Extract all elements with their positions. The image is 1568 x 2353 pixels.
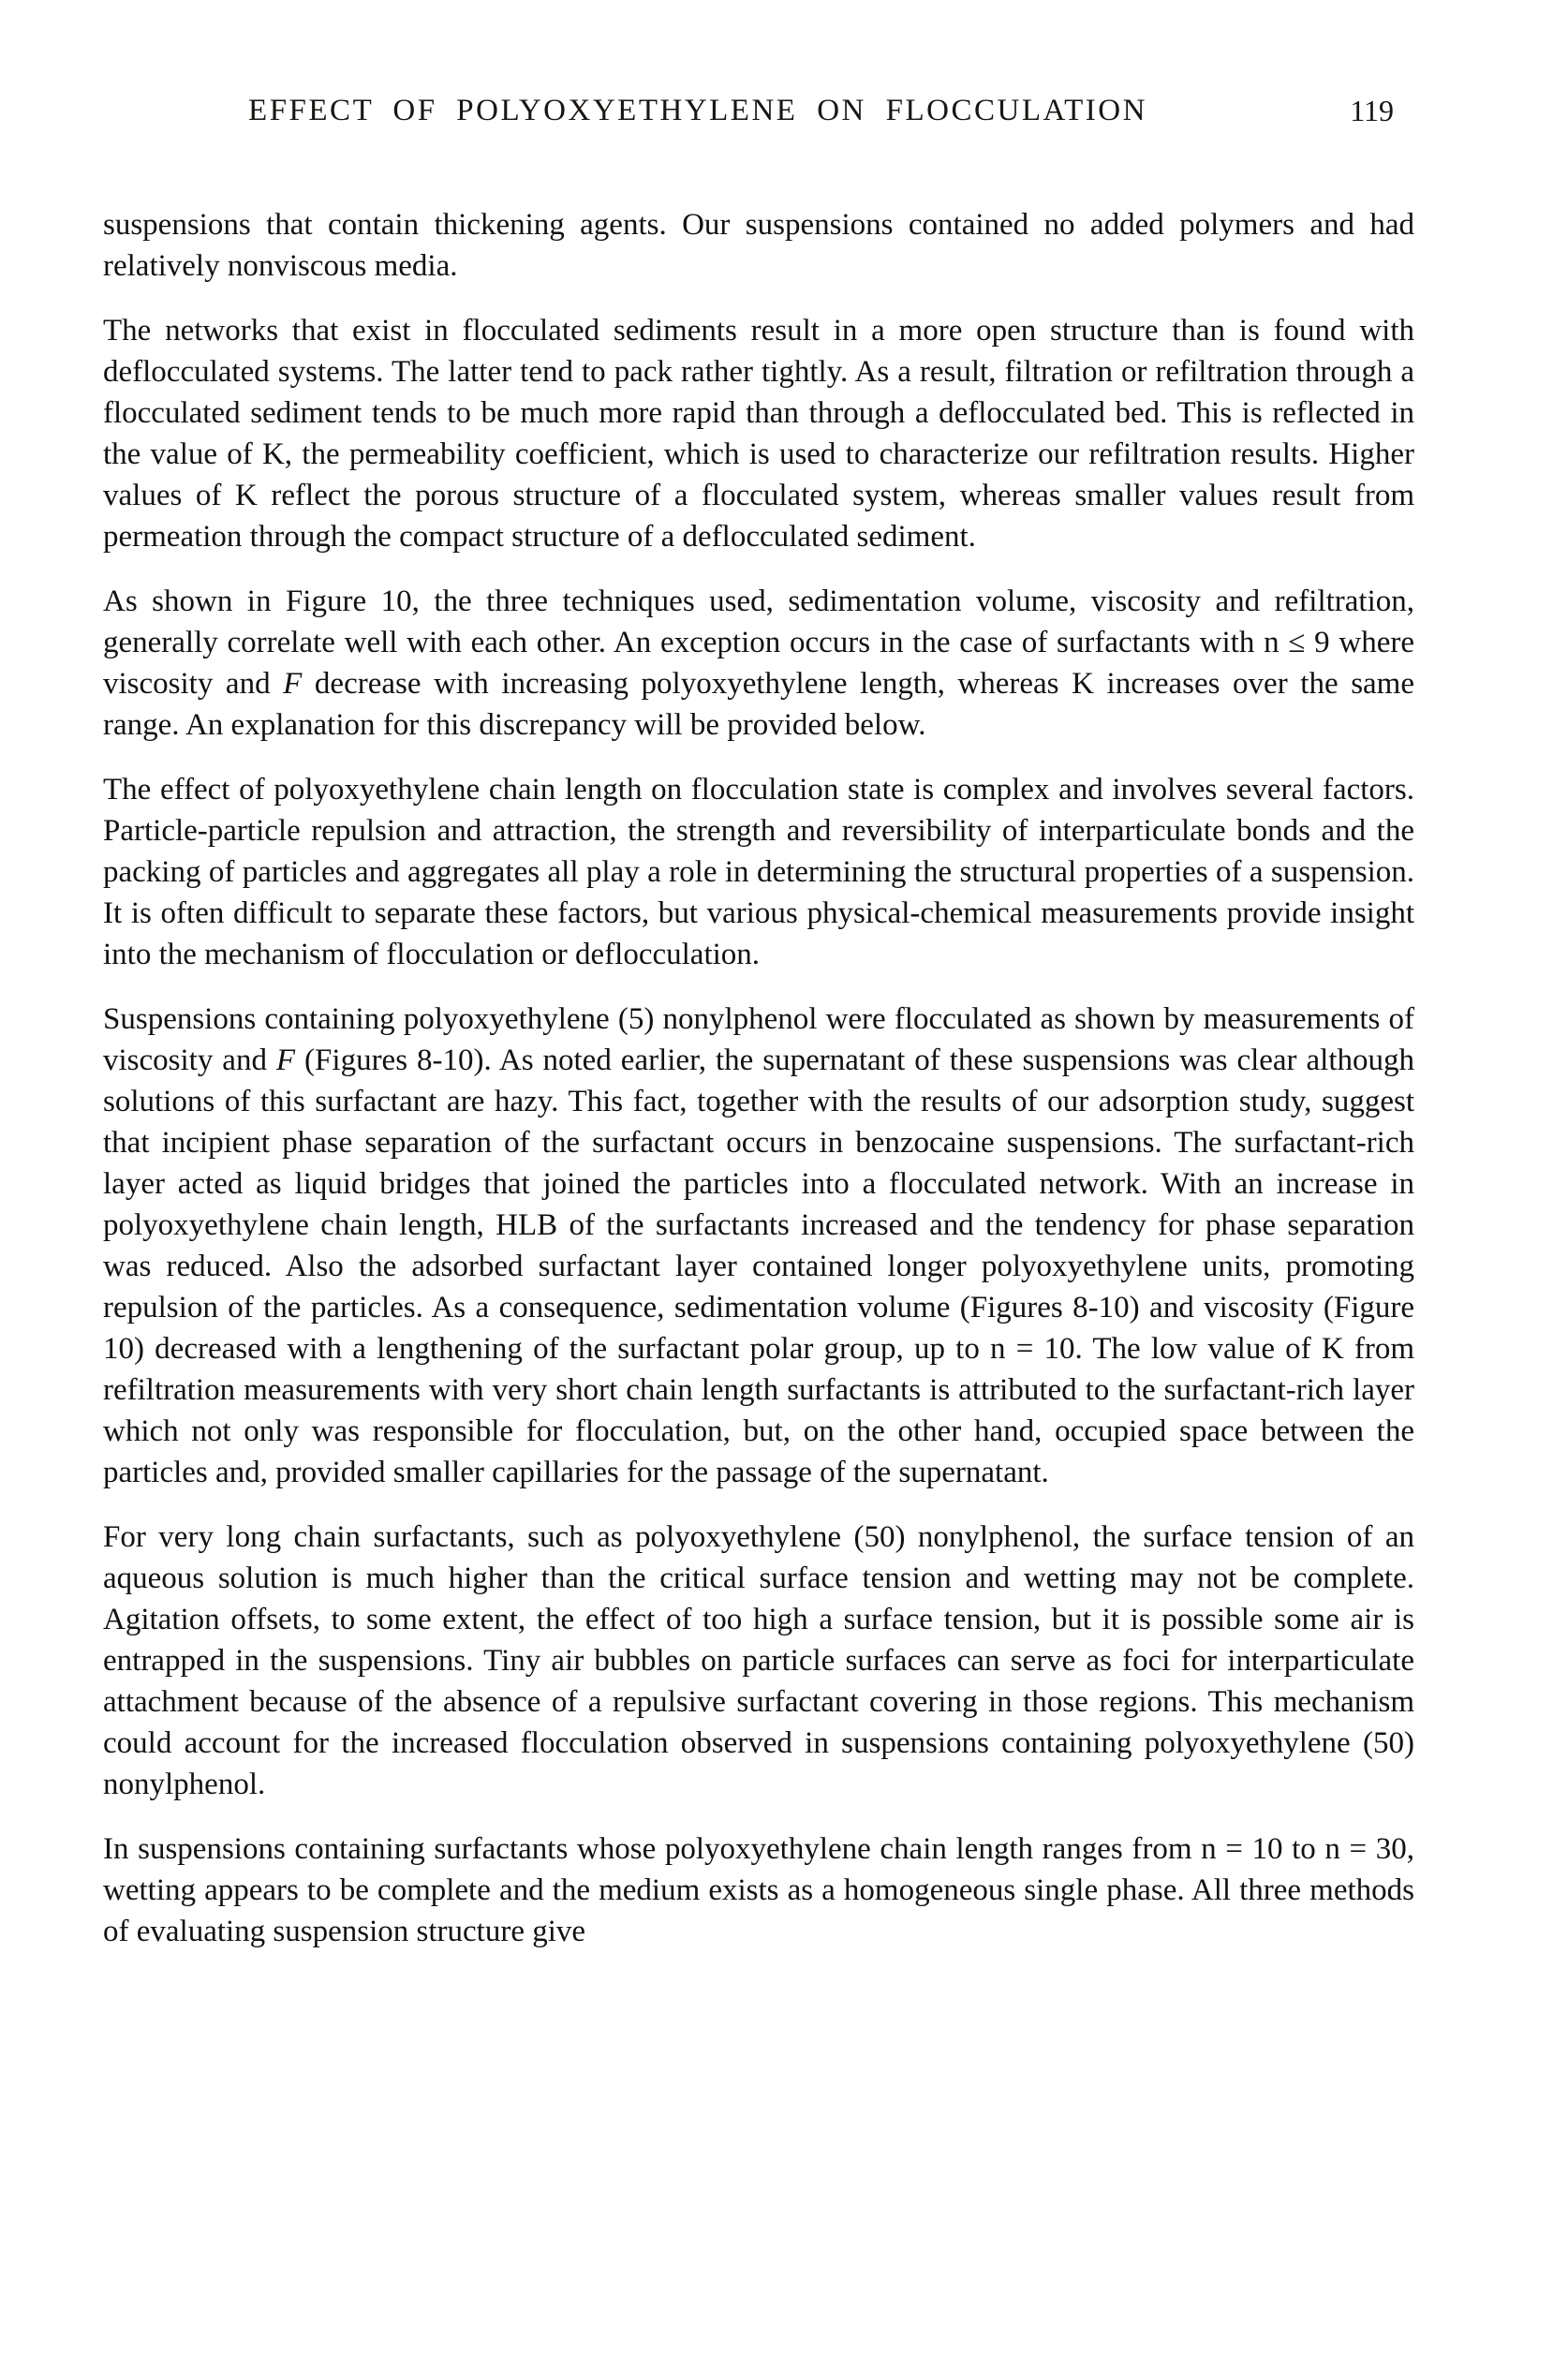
text-run: decrease with increasing polyoxyethylene length, whereas K increases over the same range. An explanation for this discrepancy will be provided below.: [103, 667, 1414, 742]
text-run: As shown in Figure 10, the three techniques used, sedimentation volume, viscosity and refiltration, generally correlate well with each other. An exception occurs in the case of surfactants with n ≤ 9 where viscosity and: [103, 585, 1414, 701]
italic-run: F: [275, 1043, 296, 1077]
paragraph: [103, 204, 1414, 287]
text-run: In suspensions containing surfactants whose polyoxyethylene chain length ranges from n = 10 to n = 30, wetting appears to be complete and the medium exists as a homogeneous single phase. All three methods of evaluating suspension structure give: [103, 1832, 1414, 1948]
text-run: The networks that exist in flocculated sediments result in a more open structure than is found with deflocculated systems. The latter tend to pack rather tightly. As a result, filtration or refiltration through a flocculated sediment tends to be much more rapid than through a deflocculated bed. This is reflected in the value of K, the permeability coefficient, which is used to characterize our refiltration results. Higher values of K reflect the porous structure of a flocculated system, whereas smaller values result from permeation through the compact structure of a deflocculated sediment.: [103, 314, 1414, 554]
text-run: For very long chain surfactants, such as polyoxyethylene (50) nonylphenol, the surface tension of an aqueous solution is much higher than the critical surface tension and wetting may not be complete. Agitation offsets, to some extent, the effect of too high a surface tension, but it is possible some air is entrapped in the suspensions. Tiny air bubbles on particle surfaces can serve as foci for interparticulate attachment because of the absence of a repulsive surfactant covering in those regions. This mechanism could account for the increased flocculation observed in suspensions containing polyoxyethylene (50) nonylphenol.: [103, 1520, 1414, 1801]
page-number: 119: [1350, 94, 1394, 127]
paragraph: [103, 310, 1414, 557]
paragraph: [103, 1828, 1414, 1952]
text-run: suspensions that contain thickening agents. Our suspensions contained no added polymers and had relatively nonviscous media.: [103, 208, 1414, 283]
text-run: (Figures 8-10). As noted earlier, the supernatant of these suspensions was clear although solutions of this surfactant are hazy. This fact, together with the results of our adsorption study, suggest that incipient phase separation of the surfactant occurs in benzocaine suspensions. The surfactant-rich layer acted as liquid bridges that joined the particles into a flocculated network. With an increase in polyoxyethylene chain length, HLB of the surfactants increased and the tendency for phase separation was reduced. Also the adsorbed surfactant layer contained longer polyoxyethylene units, promoting repulsion of the particles. As a consequence, sedimentation volume (Figures 8-10) and viscosity (Figure 10) decreased with a lengthening of the surfactant polar group, up to n = 10. The low value of K from refiltration measurements with very short chain length surfactants is attributed to the surfactant-rich layer which not only was responsible for flocculation, but, on the other hand, occupied space between the particles and, provided smaller capillaries for the passage of the supernatant.: [103, 1043, 1414, 1489]
paragraph: [103, 769, 1414, 975]
paragraph: [103, 1517, 1414, 1805]
paragraph: [103, 999, 1414, 1493]
page-body: [103, 204, 1414, 1952]
text-run: The effect of polyoxyethylene chain length on flocculation state is complex and involves several factors. Particle-particle repulsion and attraction, the strength and reversibility of interparticulate bonds and the packing of particles and aggregates all play a role in determining the structural properties of a suspension. It is often difficult to separate these factors, but various physical-chemical measurements provide insight into the mechanism of flocculation or deflocculation.: [103, 773, 1414, 971]
running-title: EFFECT OF POLYOXYETHYLENE ON FLOCCULATION: [248, 94, 1147, 127]
italic-run: F: [283, 667, 303, 701]
text-run: Suspensions containing polyoxyethylene (5) nonylphenol were flocculated as shown by measurements of viscosity and: [103, 1002, 1414, 1077]
running-head: [103, 94, 1414, 135]
paragraph: [103, 581, 1414, 746]
